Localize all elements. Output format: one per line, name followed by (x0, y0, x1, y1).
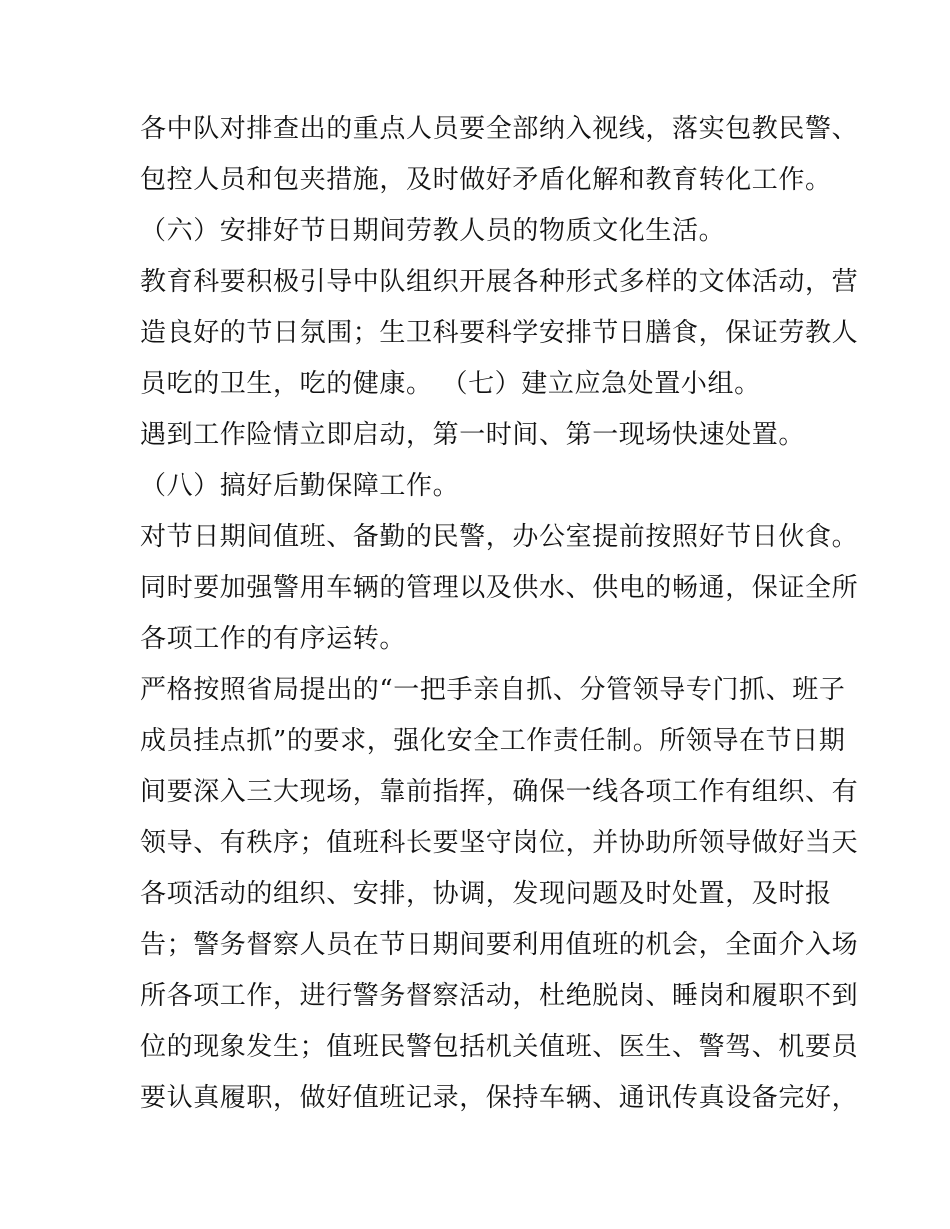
text-line: 员吃的卫生，吃的健康。 （七）建立应急处置小组。 (140, 369, 761, 399)
text-line: 间要深入三大现场，靠前指挥，确保一线各项工作有组织、有 (140, 777, 859, 807)
text-line: 各项工作的有序运转。 (140, 624, 407, 654)
text-line: 造良好的节日氛围；生卫科要科学安排节日膳食，保证劳教人 (140, 318, 859, 348)
text-line: 要认真履职，做好值班记录，保持车辆、通讯传真设备完好， (140, 1083, 859, 1113)
text-line: 包控人员和包夹措施，及时做好矛盾化解和教育转化工作。 (140, 165, 832, 195)
text-line: 遇到工作险情立即启动，第一时间、第一现场快速处置。 (140, 420, 806, 450)
text-line: 严格按照省局提出的“一把手亲自抓、分管领导专门抓、班子 (140, 675, 846, 705)
text-line: 领导、有秩序；值班科长要坚守岗位，并协助所领导做好当天 (140, 828, 859, 858)
body-text (140, 104, 859, 1124)
section-heading-8: （八）搞好后勤保障工作。 (140, 471, 460, 501)
text-line: 各中队对排查出的重点人员要全部纳入视线，落实包教民警、 (140, 114, 859, 144)
section-heading-6: （六）安排好节日期间劳教人员的物质文化生活。 (140, 216, 726, 246)
text-line: 对节日期间值班、备勤的民警，办公室提前按照好节日伙食。 (140, 522, 859, 552)
text-line: 各项活动的组织、安排，协调，发现问题及时处置，及时报 (140, 879, 832, 909)
text-line: 所各项工作，进行警务督察活动，杜绝脱岗、睡岗和履职不到 (140, 981, 859, 1011)
text-line: 成员挂点抓”的要求，强化安全工作责任制。所领导在节日期 (140, 726, 846, 756)
text-line: 教育科要积极引导中队组织开展各种形式多样的文体活动，营 (140, 267, 859, 297)
text-line: 同时要加强警用车辆的管理以及供水、供电的畅通，保证全所 (140, 573, 859, 603)
text-line: 位的现象发生；值班民警包括机关值班、医生、警驾、机要员 (140, 1032, 859, 1062)
text-line: 告；警务督察人员在节日期间要利用值班的机会，全面介入场 (140, 930, 859, 960)
